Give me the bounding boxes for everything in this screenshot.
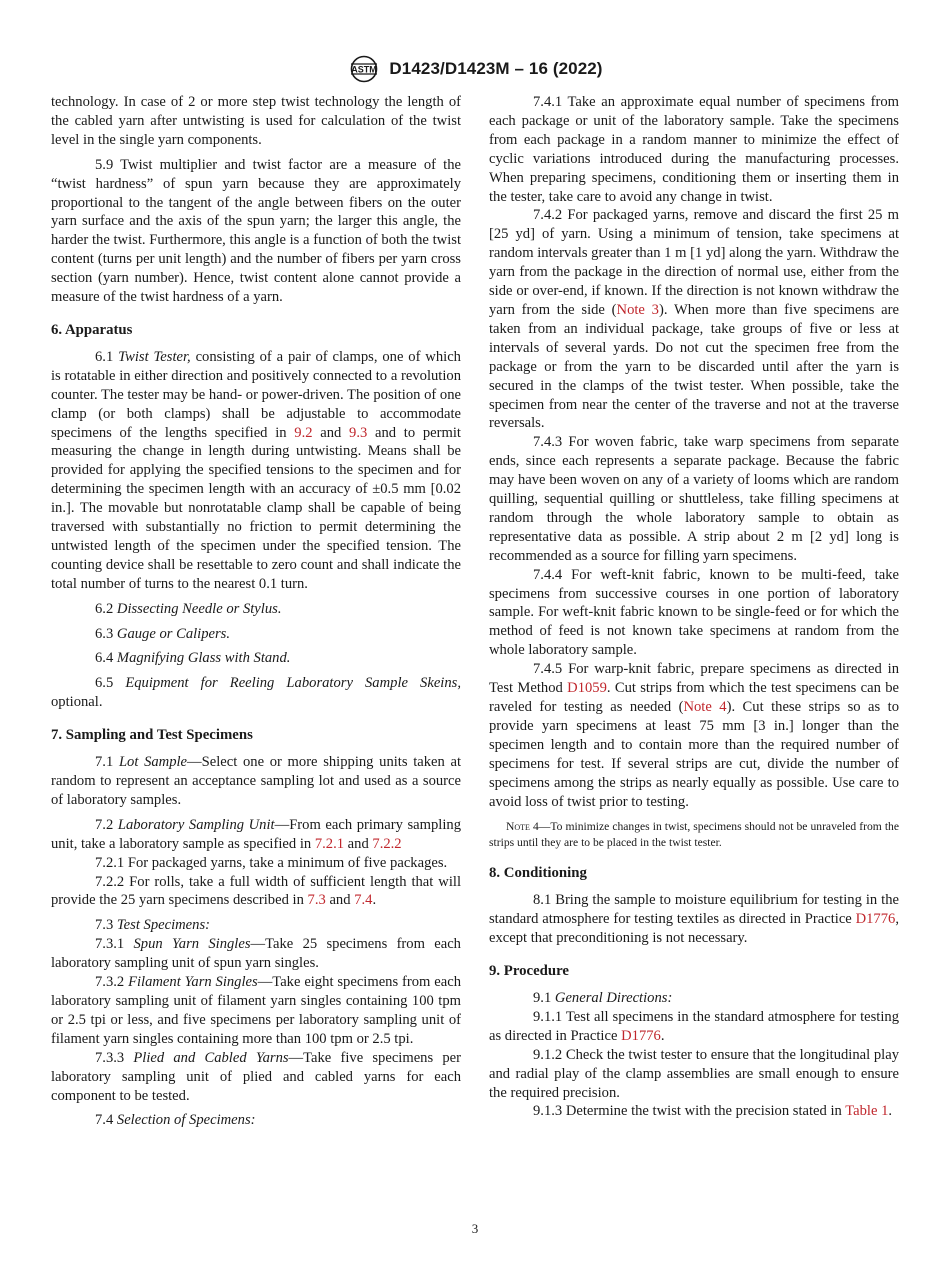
paragraph-6-1: 6.1 Twist Tester, consisting of a pair of clamps, one of which is rotatable in either direction and positively connected to a revolution counter. The tester may be hand- or power-driven. The position of one clamp (or both clamps) shall be adjustable to accommodate specimens of the lengths specified in 9.2 and 9.3 and to permit measuring the change in length during untwisting. Means shall be provided for applying the specified tensions to the specimen and for determining the specimen length with an accuracy of ±0.5 mm [0.02 in.]. The movable but nonrotatable clamp shall be capable of being traversed with substantially no friction to permit determining the untwisted length of the specimen under the specified tension. The counting device shall be resettable to zero count and shall indicate the total number of turns to the nearest 0.1 turn. [51,348,461,592]
paragraph-6-4: 6.4 Magnifying Glass with Stand. [95,650,291,667]
section-heading-apparatus: 6. Apparatus [51,321,133,338]
link-d1776[interactable]: D1776 [855,911,896,928]
standard-designation: D1423/D1423M – 16 (2022) [389,59,603,78]
paragraph-9-1-2: 9.1.2 Check the twist tester to ensure that the longitudinal play and radial play of the clamp assemblies are small enough to ensure the required precision. [489,1046,899,1101]
link-7-2-2[interactable]: 7.2.2 [372,835,402,852]
link-table-1[interactable]: Table 1 [845,1103,889,1120]
right-column [489,93,899,1121]
page-number: 3 [471,1221,479,1236]
paragraph-9-1-3: 9.1.3 Determine the twist with the precision stated in Table 1. [533,1103,893,1120]
paragraph-9-1-1: 9.1.1 Test all specimens in the standard atmosphere for testing as directed in Practice D1776. [489,1008,899,1044]
link-7-2-1[interactable]: 7.2.1 [314,835,345,852]
paragraph-7-4-1: 7.4.1 Take an approximate equal number of specimens from each package or unit of the laboratory sample. Take the specimens from each package in a random manner to minimize the effect of cyclic variations introduced during the manufacturing processes. When preparing specimens, conditioning them or inserting them in the tester, take care to avoid any change in twist. [489,94,899,205]
paragraph-7-3-2: 7.3.2 Filament Yarn Singles—Take eight specimens from each laboratory sampling unit of filament yarn singles containing 100 tpm or 2.5 tpi or less, and five specimens per laboratory sampling unit of filament yarn singles containing more than 100 tpm or 2.5 tpi. [51,974,461,1047]
paragraph-7-3-1: 7.3.1 Spun Yarn Singles—Take 25 specimens from each laboratory sampling unit of spun yarn singles. [51,936,461,972]
left-column [51,93,461,1130]
section-heading-procedure: 9. Procedure [489,963,569,980]
paragraph-7-2-1: 7.2.1 For packaged yarns, take a minimum of five packages. [95,854,448,871]
link-7-3[interactable]: 7.3 [307,892,326,909]
paragraph-8-1: 8.1 Bring the sample to moisture equilibrium for testing in the standard atmosphere for testing textiles as directed in Practice D1776, except that preconditioning is not necessary. [489,892,899,947]
paragraph-7-4: 7.4 Selection of Specimens: [95,1112,256,1129]
paragraph-6-3: 6.3 Gauge or Calipers. [95,625,231,642]
link-d1059[interactable]: D1059 [567,680,607,697]
page-header [0,55,950,83]
paragraph-6-2: 6.2 Dissecting Needle or Stylus. [95,600,282,617]
section-heading-conditioning: 8. Conditioning [489,865,587,882]
link-note-4[interactable]: Note 4 [683,699,727,715]
link-d1776-2[interactable]: D1776 [621,1027,661,1044]
paragraph-7-3-3: 7.3.3 Plied and Cabled Yarns—Take five specimens per laboratory sampling unit of plied and cabled yarns for each component to be tested. [51,1049,461,1104]
paragraph-7-2-2: 7.2.2 For rolls, take a full width of sufficient length that will provide the 25 yarn specimens described in 7.3 and 7.4. [51,873,461,909]
link-9-3[interactable]: 9.3 [349,424,368,441]
paragraph-9-1: 9.1 General Directions: [533,989,673,1006]
link-9-2[interactable]: 9.2 [294,424,313,441]
paragraph-7-3: 7.3 Test Specimens: [95,917,210,934]
link-7-4[interactable]: 7.4 [354,892,373,909]
note-label: Note 4 [506,820,539,834]
svg-text:ASTM: ASTM [351,64,378,75]
paragraph-7-4-5: 7.4.5 For warp-knit fabric, prepare specimens as directed in Test Method D1059. Cut strips from which the test specimens can be raveled for testing as needed (Note 4). Cut these strips so as to provide yarn specimens at least 75 mm [3 in.] longer than the specimen length and to contain more than the required number of specimens for test. If several strips are cut, divide the number of specimens among the strips as nearly equally as possible. Use care to avoid loss of twist prior to testing. [489,661,900,810]
paragraph-7-2: 7.2 Laboratory Sampling Unit—From each primary sampling unit, take a laboratory sample as specified in 7.2.1 and 7.2.2 [51,816,461,852]
paragraph-6-5: 6.5 Equipment for Reeling Laboratory Sample Skeins, optional. [51,675,461,711]
paragraph-7-4-4: 7.4.4 For weft-knit fabric, known to be multi-feed, take specimens from successive courses in one portion of laboratory sample. For weft-knit fabric known to be single-feed or for which the method of feed is not known take specimens at random from the whole laboratory sample. [489,566,899,659]
paragraph-continuation: technology. In case of 2 or more step twist technology the length of the cabled yarn after untwisting is used for calculation of the twist level in the single yarn components. [51,94,461,148]
paragraph-5-9: 5.9 Twist multiplier and twist factor are a measure of the “twist hardness” of spun yarn because they are approximately proportional to the tangent of the angle between fibers on the outer yarn surface and the axis of the spun yarn; the larger this angle, the harder the twist. Furthermore, this angle is a function of both the twist content (turns per unit length) and the number of fibers per yarn cross section (yarn number). Hence, twist content alone cannot provide a measure of the twist hardness of a yarn. [51,156,461,306]
paragraph-7-1: 7.1 Lot Sample—Select one or more shipping units taken at random to represent an acceptance sampling lot and used as a source of laboratory samples. [51,754,462,808]
astm-logo-icon [347,55,381,83]
note-4: Note 4—To minimize changes in twist, specimens should not be unraveled from the strips until they are to be placed in the twist tester. [489,820,899,849]
paragraph-7-4-2: 7.4.2 For packaged yarns, remove and discard the first 25 m [25 yd] of yarn. Using a minimum of tension, take specimens at random intervals greater than 1 m [1 yd] along the yarn. Withdraw the yarn from the package in the direction of normal use, either from the side or over-end, if known. If the direction is not known withdraw the yarn from the side (Note 3). When more than five specimens are taken from an individual package, take groups of five or less at intervals of several yards. Do not cut the specimen free from the package or from the yarn to be discarded until after the yarn is secured in the clamps of the twist tester. When possible, take the specimen from near the center of the traverse and not at the traverse reversals. [489,207,899,432]
section-heading-sampling: 7. Sampling and Test Specimens [51,727,253,744]
paragraph-7-4-3: 7.4.3 For woven fabric, take warp specimens from separate ends, since each represents a separate package. Because the fabric may have been woven on any of a variety of looms which are random quilling, sequential quilling or shuttleless, take filling specimens at random through the whole laboratory sample to obtain as representative data as possible. A strip about 2 m [2 yd] long is recommended as a source for filling yarn specimens. [489,434,899,564]
link-note-3[interactable]: Note 3 [616,301,659,318]
